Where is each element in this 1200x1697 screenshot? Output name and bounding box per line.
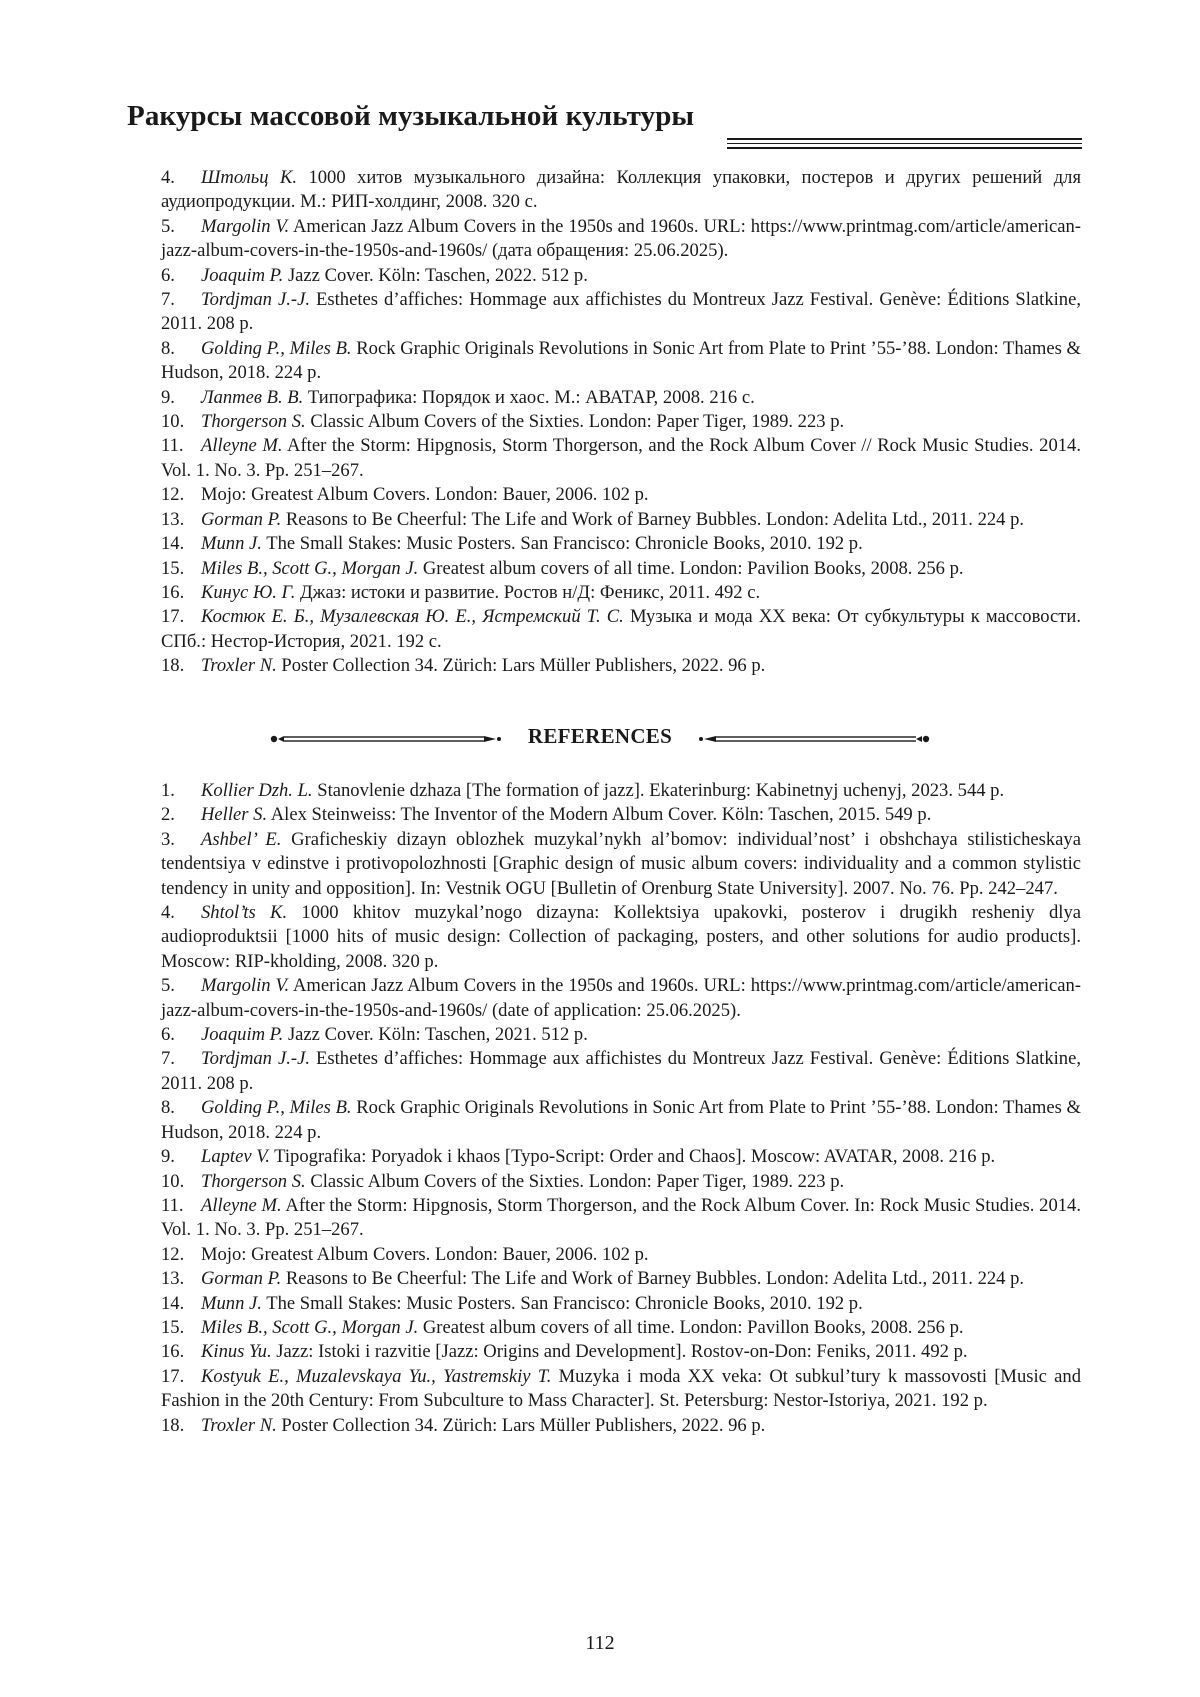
entry-author: Gorman P. (201, 1268, 282, 1290)
entry-number: 13. (161, 508, 185, 530)
entry-author: Margolin V. (201, 215, 290, 237)
entry-number: 12. (161, 484, 185, 506)
entry-number: 10. (161, 411, 185, 433)
entry-number: 12. (161, 1243, 185, 1265)
entry-text: The Small Stakes: Music Posters. San Francisco: Chronicle Books, 2010. 192 p. (261, 1292, 863, 1314)
reference-entry (161, 1194, 1081, 1243)
reference-entry (161, 828, 1081, 901)
entry-author: Thorgerson S. (201, 1170, 306, 1192)
reference-entry (161, 1096, 1081, 1145)
entry-text: Classic Album Covers of the Sixties. London: Paper Tiger, 1989. 223 p. (305, 1170, 845, 1192)
journal-title: Ракурсы массовой музыкальной культуры (127, 100, 695, 132)
entry-number: 18. (161, 655, 185, 677)
reference-entry (161, 605, 1081, 654)
entry-author: Штольц К. (201, 167, 297, 188)
entry-author: Thorgerson S. (201, 411, 306, 433)
entry-author: Ashbel’ E. (201, 828, 282, 850)
entry-author: Лаптев В. В. (201, 386, 304, 408)
entry-text: Rock Graphic Originals Revolutions in Sonic Art from Plate to Print ’55-’88. London: Thames & Hudson, 2018. 224 p. (161, 337, 1081, 384)
reference-entry (161, 337, 1081, 386)
reference-entry (161, 1316, 1081, 1340)
entry-number: 17. (161, 606, 185, 628)
entry-author: Alleyne M. (201, 435, 283, 457)
entry-author: Joaquim P. (201, 264, 284, 286)
reference-entry (161, 654, 1081, 678)
entry-text: 1000 khitov muzykal’nogo dizayna: Kollektsiya upakovki, posterov i drugikh resheniy dlya audioproduktsii [1000 hits of music design: Collection of packaging, posters, and other solutions for audio products]. Moscow: RIP-kholding, 2008. 320 p. (161, 902, 1081, 972)
reference-entry (161, 410, 1081, 434)
reference-entry (161, 434, 1081, 483)
entry-author: Костюк Е. Б., Музалевская Ю. Е., Ястремский Т. С. (201, 606, 624, 628)
entry-number: 11. (161, 435, 184, 457)
entry-author: Kinus Yu. (201, 1341, 272, 1363)
entry-number: 4. (161, 902, 175, 924)
entry-text: Esthetes d’affiches: Hommage aux affichistes du Montreux Jazz Festival. Genève: Éditions Slatkine, 2011. 208 p. (161, 289, 1081, 335)
header-rule (727, 138, 1082, 152)
entry-number: 4. (161, 167, 175, 188)
entry-number: 8. (161, 337, 175, 359)
entry-text: After the Storm: Hipgnosis, Storm Thorgerson, and the Rock Album Cover // Rock Music Studies. 2014. Vol. 1. No. 3. Pp. 251–267. (161, 435, 1081, 481)
entry-author: Kollier Dzh. L. (201, 780, 313, 801)
entry-author: Heller S. (201, 804, 268, 826)
reference-entry (161, 1365, 1081, 1414)
entry-number: 17. (161, 1365, 185, 1387)
entry-text: Jazz Cover. Köln: Taschen, 2022. 512 p. (283, 264, 588, 286)
entry-author: Laptev V. (201, 1146, 270, 1168)
entry-text: Mojo: Greatest Album Covers. London: Bauer, 2006. 102 p. (201, 484, 649, 506)
reference-entry (161, 532, 1081, 556)
entry-text: Poster Collection 34. Zürich: Lars Müller Publishers, 2022. 96 p. (276, 1414, 766, 1436)
entry-author: Tordjman J.-J. (201, 289, 310, 311)
entry-author: Golding P., Miles B. (201, 1097, 352, 1119)
entry-text: Reasons to Be Cheerful: The Life and Work of Barney Bubbles. London: Adelita Ltd., 2011. 224 p. (281, 1268, 1025, 1290)
entry-author: Shtol’ts K. (201, 902, 288, 924)
entry-text: Graficheskiy dizayn oblozhek muzykal’nykh al’bomov: individual’nost’ i obshchaya stilisticheskaya tendentsiya v edinstve i protivopolozhnosti [Graphic design of music album covers: individuality and a common stylistic tendency in unity and opposition]. In: Vestnik OGU [Bulletin of Orenburg State University]. 2007. No. 76. Pp. 242–247. (161, 828, 1081, 899)
entry-text: Jazz: Istoki i razvitie [Jazz: Origins and Development]. Rostov-on-Don: Feniks, 2011. 492 p. (271, 1341, 968, 1363)
reference-entry (161, 1414, 1081, 1438)
entry-number: 6. (161, 264, 175, 286)
entry-author: Troxler N. (201, 655, 277, 677)
reference-entry (161, 803, 1081, 827)
entry-text: Esthetes d’affiches: Hommage aux affichistes du Montreux Jazz Festival. Genève: Éditions Slatkine, 2011. 208 p. (161, 1048, 1081, 1094)
page-number: 112 (585, 1632, 615, 1654)
entry-text: Greatest album covers of all time. London: Pavilion Books, 2008. 256 p. (418, 557, 964, 579)
references-list (161, 779, 1081, 1438)
reference-entry (161, 215, 1081, 264)
reference-entry (161, 166, 1081, 215)
reference-entry (161, 1170, 1081, 1194)
entry-author: Golding P., Miles B. (201, 337, 352, 359)
entry-text: Типографика: Порядок и хаос. М.: АВАТАР, 2008. 216 с. (303, 386, 755, 408)
entry-number: 16. (161, 1341, 185, 1363)
entry-text: Greatest album covers of all time. London: Pavillon Books, 2008. 256 p. (418, 1316, 964, 1338)
entry-number: 11. (161, 1194, 184, 1216)
reference-entry (161, 508, 1081, 532)
references-heading-block (270, 722, 930, 752)
reference-entry (161, 974, 1081, 1023)
entry-number: 16. (161, 581, 185, 603)
entry-number: 10. (161, 1170, 185, 1192)
entry-text: Jazz Cover. Köln: Taschen, 2021. 512 p. (283, 1024, 588, 1046)
entry-number: 1. (161, 780, 175, 801)
entry-number: 7. (161, 289, 175, 311)
reference-entry (161, 1292, 1081, 1316)
entry-author: Кинус Ю. Г. (201, 581, 296, 603)
entry-text: Classic Album Covers of the Sixties. London: Paper Tiger, 1989. 223 p. (305, 411, 845, 433)
reference-entry (161, 386, 1081, 410)
entry-number: 3. (161, 828, 175, 850)
entry-text: Alex Steinweiss: The Inventor of the Modern Album Cover. Köln: Taschen, 2015. 549 p. (267, 804, 932, 826)
reference-entry (161, 1145, 1081, 1169)
entry-text: 1000 хитов музыкального дизайна: Коллекция упаковки, постеров и других решений для аудиопродукции. М.: РИП-холдинг, 2008. 320 с. (161, 167, 1082, 213)
entry-number: 8. (161, 1097, 175, 1119)
reference-entry (161, 901, 1081, 974)
entry-author: Munn J. (201, 533, 262, 555)
reference-entry (161, 581, 1081, 605)
entry-number: 15. (161, 557, 185, 579)
entry-text: Poster Collection 34. Zürich: Lars Müller Publishers, 2022. 96 p. (276, 655, 766, 677)
reference-entry (161, 483, 1081, 507)
reference-entry (161, 288, 1081, 337)
entry-text: Mojo: Greatest Album Covers. London: Bauer, 2006. 102 p. (201, 1243, 649, 1265)
entry-number: 14. (161, 533, 185, 555)
entry-author: Miles B., Scott G., Morgan J. (201, 557, 419, 579)
entry-number: 13. (161, 1268, 185, 1290)
right-ornament-icon (695, 734, 930, 744)
entry-number: 18. (161, 1414, 185, 1436)
reference-entry (161, 1047, 1081, 1096)
entry-number: 14. (161, 1292, 185, 1314)
reference-entry (161, 557, 1081, 581)
entry-number: 15. (161, 1316, 185, 1338)
reference-entry (161, 1267, 1081, 1291)
reference-entry (161, 779, 1081, 803)
references-heading: REFERENCES (527, 724, 673, 748)
entry-text: After the Storm: Hipgnosis, Storm Thorgerson, and the Rock Album Cover. In: Rock Music Studies. 2014. Vol. 1. No. 3. Pp. 251–267. (161, 1194, 1082, 1241)
entry-text: Stanovlenie dzhaza [The formation of jazz]. Ekaterinburg: Kabinetnyj uchenyj, 2023. 544 p. (312, 780, 1005, 801)
entry-author: Gorman P. (201, 508, 282, 530)
entry-text: American Jazz Album Covers in the 1950s and 1960s. URL: https://www.printmag.com/article/american-jazz-album-covers-in-the-1950s-and-1960s/ (date of application: 25.06.2025). (161, 975, 1081, 1021)
reference-entry (161, 1243, 1081, 1267)
reference-entry (161, 1023, 1081, 1047)
entry-text: Reasons to Be Cheerful: The Life and Work of Barney Bubbles. London: Adelita Ltd., 2011. 224 p. (281, 508, 1025, 530)
entry-text: Muzyka i moda XX veka: Ot subkul’tury k massovosti [Music and Fashion in the 20th Century: From Subculture to Mass Character]. St. Petersburg: Nestor-Istoriya, 2021. 192 p. (161, 1365, 1081, 1412)
entry-number: 9. (161, 386, 175, 408)
entry-author: Joaquim P. (201, 1024, 284, 1046)
entry-number: 2. (161, 804, 175, 826)
bibliography-list (161, 166, 1081, 679)
entry-author: Kostyuk E., Muzalevskaya Yu., Yastremskiy T. (201, 1365, 552, 1387)
entry-number: 6. (161, 1024, 175, 1046)
running-header (127, 98, 1082, 150)
entry-text: American Jazz Album Covers in the 1950s and 1960s. URL: https://www.printmag.com/article/american-jazz-album-covers-in-the-1950s-and-1960s/ (дата обращения: 25.06.2025). (161, 215, 1081, 262)
entry-author: Alleyne M. (201, 1194, 282, 1216)
entry-text: Rock Graphic Originals Revolutions in Sonic Art from Plate to Print ’55-’88. London: Thames & Hudson, 2018. 224 p. (161, 1097, 1081, 1143)
entry-author: Margolin V. (201, 975, 290, 997)
entry-text: Джаз: истоки и развитие. Ростов н/Д: Феникс, 2011. 492 с. (295, 581, 761, 603)
entry-author: Tordjman J.-J. (201, 1048, 310, 1070)
entry-text: Музыка и мода XX века: От субкультуры к массовости. СПб.: Нестор-История, 2021. 192 с. (161, 606, 1081, 652)
entry-text: Tipografika: Poryadok i khaos [Typo-Script: Order and Chaos]. Moscow: AVATAR, 2008. 216 p. (269, 1146, 996, 1168)
entry-number: 7. (161, 1048, 175, 1070)
entry-author: Miles B., Scott G., Morgan J. (201, 1316, 419, 1338)
entry-author: Munn J. (201, 1292, 262, 1314)
entry-text: The Small Stakes: Music Posters. San Francisco: Chronicle Books, 2010. 192 p. (261, 533, 863, 555)
reference-entry (161, 264, 1081, 288)
entry-number: 5. (161, 215, 175, 237)
reference-entry (161, 1340, 1081, 1364)
entry-number: 5. (161, 975, 175, 997)
entry-author: Troxler N. (201, 1414, 277, 1436)
entry-number: 9. (161, 1146, 175, 1168)
